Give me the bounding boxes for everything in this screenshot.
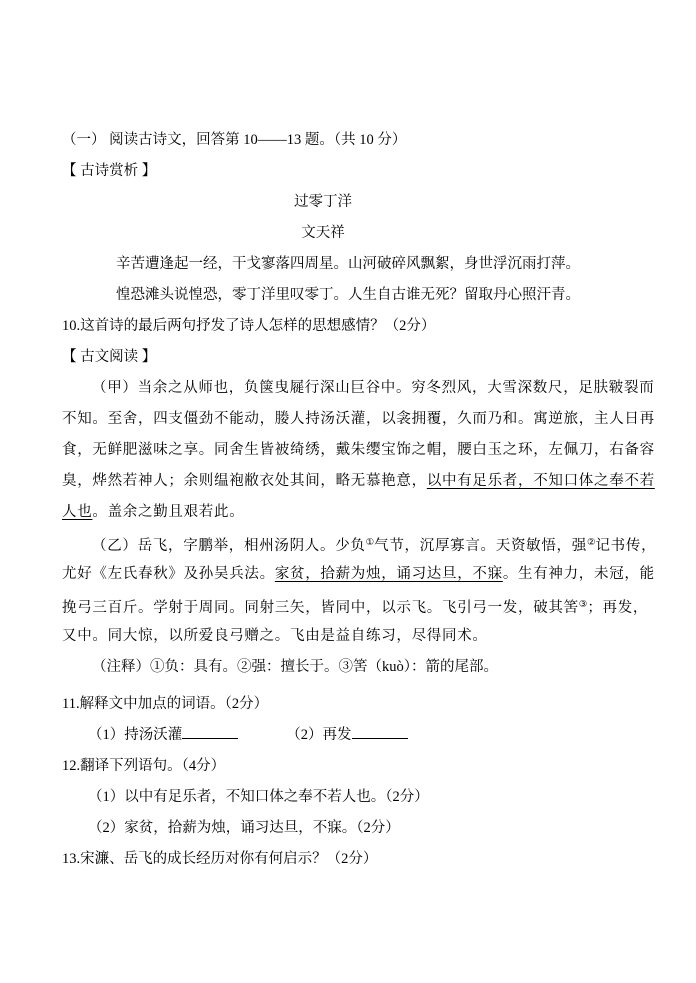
passage-yi-line-4: 又中。同大惊，以所爱良弓赠之。飞由是益自练习，尽得同术。 xyxy=(62,628,488,644)
question-10: 10.这首诗的最后两句抒发了诗人怎样的思想感情？（2分） xyxy=(62,318,436,334)
passage-jia-line-1: （甲）当余之从师也，负箧曳屣行深山巨谷中。穷冬烈风，大雪深数尺，足肤皲裂而 xyxy=(92,380,655,396)
yi-line3-text-a: 挽弓三百斤。学射于周同。同射三矢，皆同中，以示飞。飞引弓一发，破其筈 xyxy=(62,600,579,616)
passage-jia-line-4 xyxy=(62,466,655,497)
prose-section-header: 【 古文阅读 】 xyxy=(62,349,157,365)
note-marker-3: ③ xyxy=(578,600,588,610)
note-marker-2: ② xyxy=(586,538,596,548)
yi-line2-text-a: 尤好《左氏春秋》及孙吴兵法。 xyxy=(62,566,275,582)
yi-line2-underlined-text: 家贫，拾薪为烛，诵习达旦，不寐 xyxy=(274,566,503,582)
passage-yi-line-1 xyxy=(62,528,657,559)
passage-jia-line-3: 食，无鲜肥滋味之享。同舍生皆被绮绣，戴朱缨宝饰之帽，腰白玉之环，左佩刀，右备容 xyxy=(62,442,655,458)
jia-line4-underlined-text: 以中有足乐者，不知口体之奉不若 xyxy=(426,473,655,489)
yi-line1-text-b: 气节，沉厚寡言。天资敏悟，强 xyxy=(374,538,587,554)
yi-line1-text-a: （乙）岳飞，字鹏举，相州汤阴人。少负 xyxy=(92,538,366,554)
jia-line5-underlined-text: 人也 xyxy=(62,504,93,520)
poem-title: 过零丁洋 xyxy=(294,194,352,210)
poetry-section-header: 【 古诗赏析 】 xyxy=(62,163,157,179)
passage-jia-line-5 xyxy=(62,497,634,528)
section-intro: （一） 阅读古诗文，回答第 10——13 题。（共 10 分） xyxy=(62,132,407,148)
q11-answer-blank-1 xyxy=(182,724,238,739)
yi-line3-text-b: ；再发， xyxy=(587,600,649,616)
question-11-answer-line xyxy=(62,720,634,751)
notes-line: （注释）①负：具有。②强：擅长于。③筈（kuò）：箭的尾部。 xyxy=(92,659,498,675)
poem-line-2: 惶恐滩头说惶恐，零丁洋里叹零丁。人生自古谁无死？留取丹心照汗青。 xyxy=(116,287,580,303)
q11-answer-blank-2 xyxy=(352,724,408,739)
question-11: 11.解释文中加点的词语。（2分） xyxy=(62,696,269,712)
passage-yi-line-3 xyxy=(62,590,649,621)
question-12-item-2: （2）家贫，拾薪为烛，诵习达旦，不寐。（2分） xyxy=(88,820,400,836)
passage-jia-line-2: 不知。至舍，四支僵劲不能动，媵人持汤沃灌，以衾拥覆，久而乃和。寓逆旅，主人日再 xyxy=(62,411,655,427)
poem-author: 文天祥 xyxy=(301,225,345,241)
q11-item1-label: （1）持汤沃灌 xyxy=(88,727,183,743)
jia-line5-text: 。盖余之勤且艰若此。 xyxy=(92,504,245,520)
question-13: 13.宋濂、岳飞的成长经历对你有何启示？（2分） xyxy=(62,851,378,867)
note-marker-1: ① xyxy=(365,538,375,548)
passage-yi-line-2 xyxy=(62,559,655,590)
q11-item2-label: （2）再发 xyxy=(286,727,352,743)
question-12-item-1: （1）以中有足乐者，不知口体之奉不若人也。（2分） xyxy=(88,789,429,805)
poem-line-1: 辛苦遭逢起一经，干戈寥落四周星。山河破碎风飘絮，身世浮沉雨打萍。 xyxy=(116,256,580,272)
jia-line4-text: 臭，烨然若神人；余则缊袍敝衣处其间，略无慕艳意， xyxy=(62,473,427,489)
yi-line1-text-c: 记书传， xyxy=(595,538,657,554)
question-12: 12.翻译下列语句。（4分） xyxy=(62,758,226,774)
yi-line2-text-b: 。生有神力，未冠，能 xyxy=(502,566,655,582)
